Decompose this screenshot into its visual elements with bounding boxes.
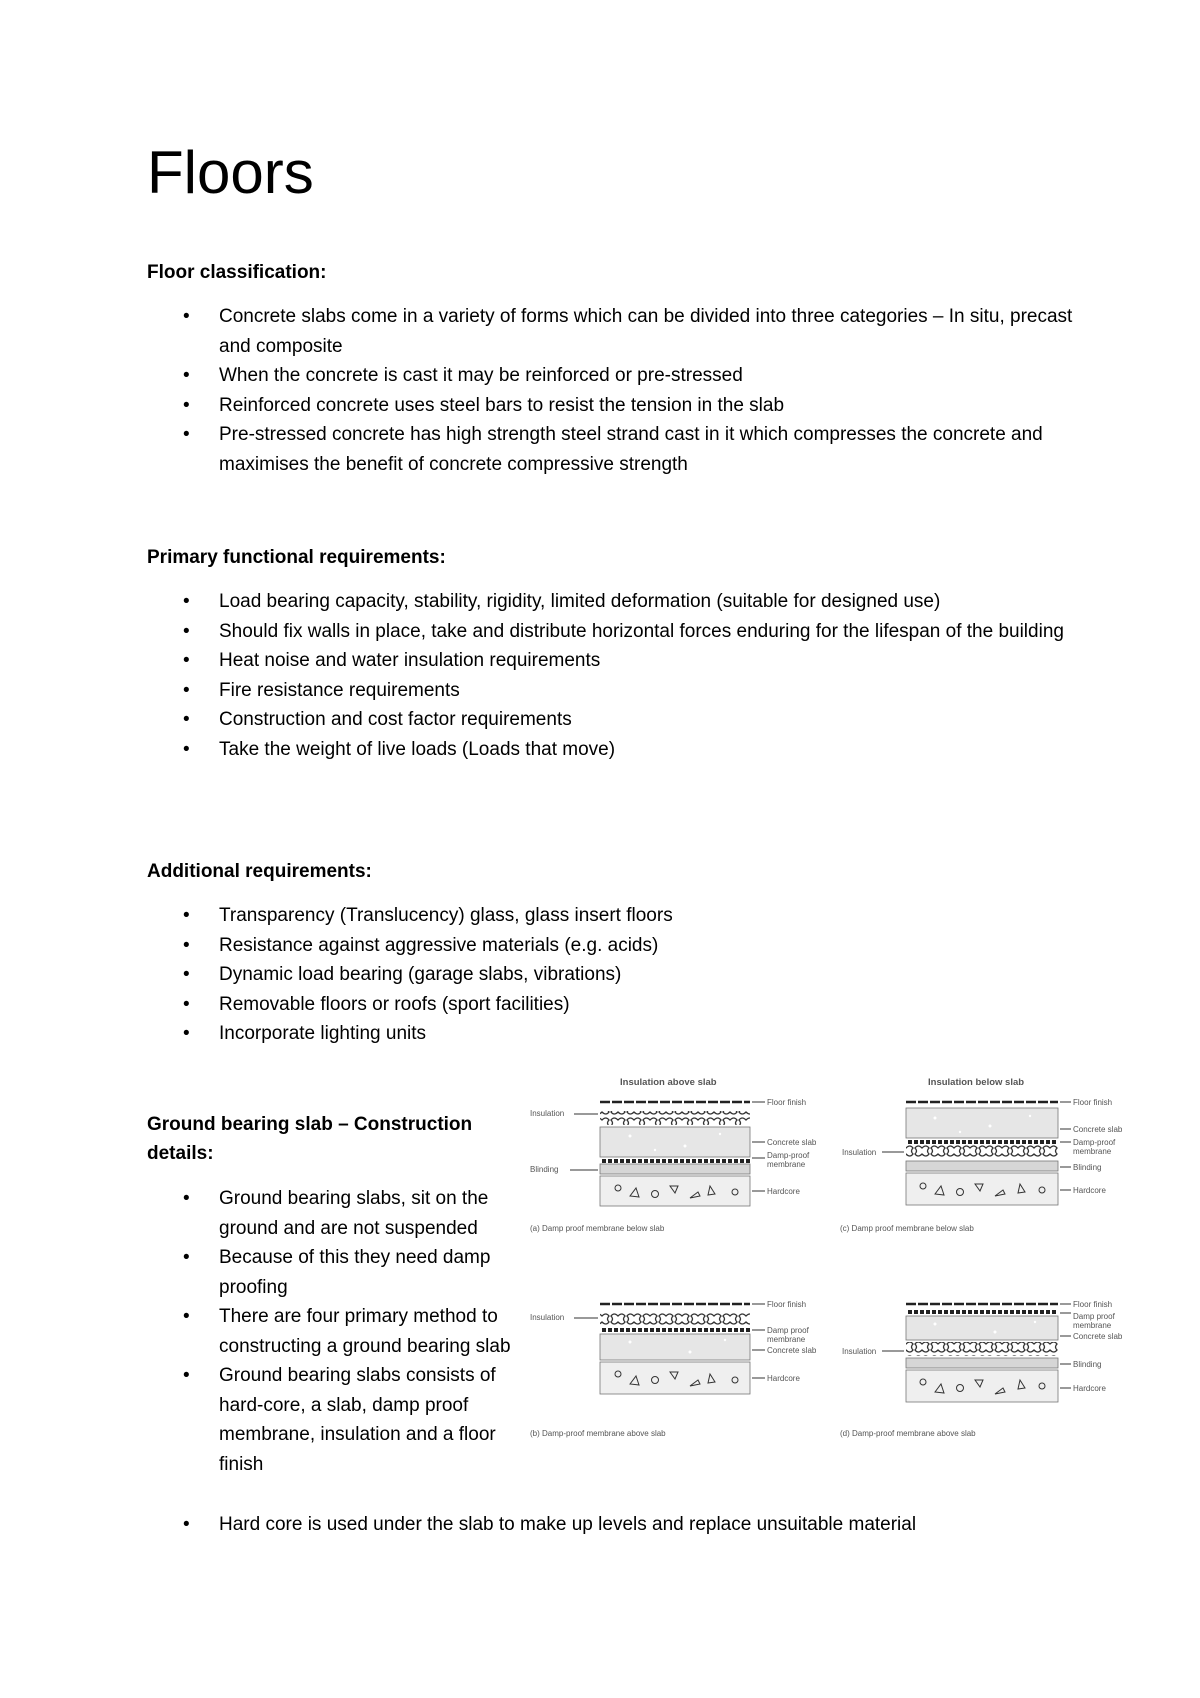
primary-requirements-list: [147, 587, 1077, 764]
label-dpm-2: membrane: [1073, 1321, 1112, 1330]
label-blinding: Blinding: [1073, 1360, 1102, 1369]
panel-a-caption: (a) Damp proof membrane below slab: [530, 1224, 665, 1233]
label-floor-finish: Floor finish: [1073, 1098, 1113, 1107]
list-item: • Reinforced concrete uses steel bars to resist the tension in the slab: [147, 391, 1077, 421]
label-dpm-1: Damp proof: [767, 1326, 809, 1335]
slab-construction-figure: [530, 1074, 1150, 1474]
classification-list: [147, 302, 1077, 479]
list-item: • Ground bearing slabs consists of hard-core, a slab, damp proof membrane, insulation and a floor finish: [147, 1361, 517, 1479]
list-item: • When the concrete is cast it may be reinforced or pre-stressed: [147, 361, 1077, 391]
list-item: • There are four primary method to constructing a ground bearing slab: [147, 1302, 517, 1361]
label-hardcore: Hardcore: [1073, 1384, 1106, 1393]
label-floor-finish: Floor finish: [1073, 1300, 1113, 1309]
list-item: • Should fix walls in place, take and distribute horizontal forces enduring for the lifespan of the building: [147, 617, 1077, 647]
ground-slab-heading: Ground bearing slab – Construction details:: [147, 1114, 473, 1164]
label-dpm-2: membrane: [767, 1160, 806, 1169]
label-dpm-1: Damp proof: [1073, 1312, 1115, 1321]
list-item: • Hard core is used under the slab to make up levels and replace unsuitable material: [147, 1510, 1077, 1540]
list-item: • Pre-stressed concrete has high strength steel strand cast in it which compresses the concrete and maximises the benefit of concrete compressive strength: [147, 420, 1077, 479]
diagram-panel-a: [530, 1077, 817, 1233]
list-item: • Ground bearing slabs, sit on the ground and are not suspended: [147, 1184, 517, 1243]
list-item: • Because of this they need damp proofing: [147, 1243, 517, 1302]
list-item: • Load bearing capacity, stability, rigidity, limited deformation (suitable for designed use): [147, 587, 1077, 617]
label-hardcore: Hardcore: [1073, 1186, 1106, 1195]
label-dpm-1: Damp-proof: [1073, 1138, 1116, 1147]
panel-a-title: Insulation above slab: [620, 1077, 717, 1088]
label-blinding: Blinding: [1073, 1163, 1102, 1172]
diagram-panel-d: [840, 1300, 1123, 1438]
additional-requirements-heading: Additional requirements:: [147, 861, 372, 882]
label-dpm-2: membrane: [1073, 1147, 1112, 1156]
label-insulation: Insulation: [842, 1148, 877, 1157]
list-item: • Transparency (Translucency) glass, glass insert floors: [147, 901, 1077, 931]
label-insulation: Insulation: [842, 1347, 877, 1356]
ground-slab-wide-list: [147, 1510, 1077, 1540]
label-hardcore: Hardcore: [767, 1187, 800, 1196]
label-floor-finish: Floor finish: [767, 1098, 807, 1107]
label-floor-finish: Floor finish: [767, 1300, 807, 1309]
panel-b-caption: (b) Damp-proof membrane above slab: [530, 1429, 666, 1438]
label-concrete-slab: Concrete slab: [767, 1138, 817, 1147]
list-item: • Incorporate lighting units: [147, 1019, 1077, 1049]
ground-slab-list: [147, 1184, 517, 1479]
label-insulation: Insulation: [530, 1313, 565, 1322]
page-title: Floors: [147, 139, 314, 206]
label-dpm-1: Damp-proof: [767, 1151, 810, 1160]
diagram-panel-b: [530, 1300, 817, 1438]
list-item: • Take the weight of live loads (Loads that move): [147, 735, 1077, 765]
panel-d-caption: (d) Damp-proof membrane above slab: [840, 1429, 976, 1438]
label-concrete-slab: Concrete slab: [1073, 1125, 1123, 1134]
list-item: • Dynamic load bearing (garage slabs, vibrations): [147, 960, 1077, 990]
label-concrete-slab: Concrete slab: [767, 1346, 817, 1355]
label-concrete-slab: Concrete slab: [1073, 1332, 1123, 1341]
label-blinding: Blinding: [530, 1165, 559, 1174]
label-insulation: Insulation: [530, 1109, 565, 1118]
list-item: • Resistance against aggressive materials (e.g. acids): [147, 931, 1077, 961]
label-hardcore: Hardcore: [767, 1374, 800, 1383]
diagram-panel-c: [840, 1077, 1123, 1233]
list-item: • Concrete slabs come in a variety of forms which can be divided into three categories – In situ, precast and composite: [147, 302, 1077, 361]
primary-requirements-heading: Primary functional requirements:: [147, 547, 446, 568]
label-dpm-2: membrane: [767, 1335, 806, 1344]
panel-c-caption: (c) Damp proof membrane below slab: [840, 1224, 974, 1233]
list-item: • Fire resistance requirements: [147, 676, 1077, 706]
additional-requirements-list: [147, 901, 1077, 1049]
list-item: • Construction and cost factor requirements: [147, 705, 1077, 735]
list-item: • Removable floors or roofs (sport facilities): [147, 990, 1077, 1020]
classification-heading: Floor classification:: [147, 262, 327, 283]
panel-c-title: Insulation below slab: [928, 1077, 1025, 1088]
list-item: • Heat noise and water insulation requirements: [147, 646, 1077, 676]
